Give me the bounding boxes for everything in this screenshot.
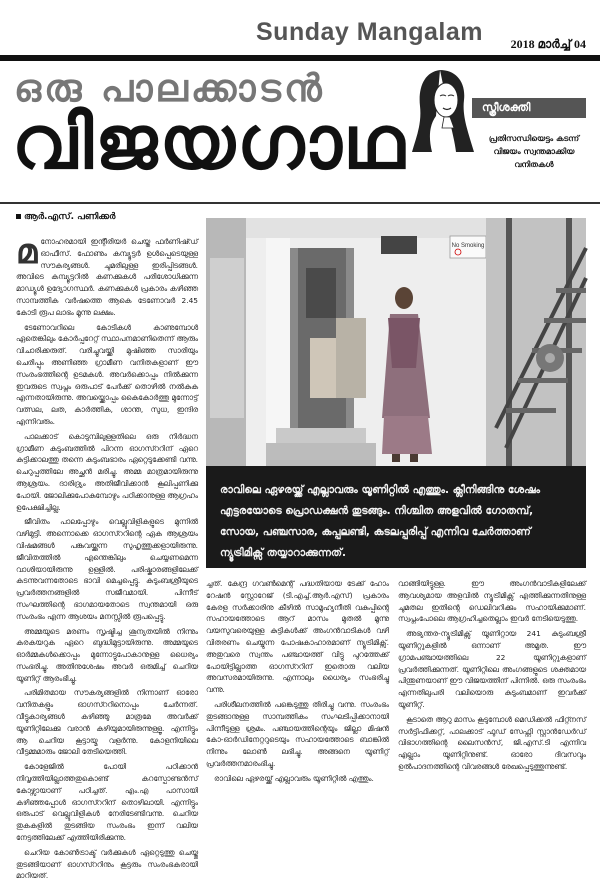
body-paragraph: പരിമിതമായ സൗകര്യങ്ങളിൽ നിന്നാണ് ഓരോ വനിതകളും ഓഗസ്ററിനൊപ്പം ചേർന്നത്. വീട്ടുകാര്യങ്ങൾ കഴിഞ്ഞു മാത്രമേ അവർക്ക് യൂണിറ്റിലേക്കു വരാൻ കഴിയുമായിരുന്നുള്ളൂ. എന്നിട്ടും ആ ചെറിയ കൂട്ടായ്മ വളർന്നു. കോളനിയിലെ വീട്ടമ്മമാരും ജോലി തേടിയെത്തി. — [16, 688, 198, 757]
body-column-1 — [16, 232, 198, 881]
body-paragraph-text: നോഹരമായി ഇന്റീരിയർ ചെയ്ത ഫർണിഷ്ഡ് ഓഫീസ്. ഫോണും കമ്പ്യൂട്ടർ ഉൾപ്പെടെയുള്ള സൗകര്യങ്ങൾ. ചുമരിലുള്ള ഇരിപ്പിടങ്ങൾ. അവിടെ കമ്പ്യൂട്ടറിൽ കണക്കുകൾ പരിശോധിക്കുന്ന മാഡ്യൂൾ ഉദ്യോഗസ്ഥർ. കണക്കുകൾ പ്രകാരം കഴിഞ്ഞ സാമ്പത്തിക വർഷത്തെ ആകെ ടേണോവർ 2.45 കോടി രൂപ ലാഭം മൂന്നു ലക്ഷം. — [16, 237, 198, 317]
body-paragraph: ജീവിതം പാലപ്പോഴും വെല്ലുവിളികളുടെ മുന്നിൽ വഴിമുട്ടി. അന്നൊക്കെ ഓഗസ്ററിന്റെ ഏക ആശ്രയം വിഷമങ്ങൾ പങ്കുവയ്ക്കുന്ന സുഹൃത്തുക്കളായിരുന്നു. ജീവിതത്തിൽ എന്തെങ്കിലും ചെയ്യണമെന്ന വാശിയായിരുന്നു ഉള്ളിൽ. പരിഷ്കാരങ്ങളിലേക്ക് കടന്നുവന്നതോടെ ഭാവി മെച്ചപ്പെട്ടു. കുടുംബശ്രീയുടെ പ്രവർത്തനങ്ങളിൽ സജീവമായി. പിന്നീട് സംഘത്തിന്റെ ഭാഗമായതോടെ സ്വന്തമായി ഒരു സംരംഭം എന്ന ആശയം മനസ്സിൽ രൂപപ്പെട്ടു. — [16, 517, 198, 621]
byline-bullet — [16, 214, 21, 219]
column-tag: സ്ത്രീശക്തി — [472, 98, 586, 118]
body-paragraph: കോളേജിൽ പോയി പഠിക്കാൻ നിവൃത്തിയില്ലാത്തതുകൊണ്ട് കറസ്പോണ്ടൻസ് കോഴ്സായാണ് പഠിച്ചത്. എം.എ പാസായി കഴിഞ്ഞപ്പോൾ ഓഗസ്ററിന് തൊഴിലായി. എന്നിട്ടും ഒരുപാട് വെല്ലുവിളികൾ നേരിടേണ്ടിവന്നു. ചെറിയ തുകകളിൽ തുടങ്ങിയ സംരംഭം ഇന്ന് വലിയ നേട്ടത്തിലേക്ക് എത്തിയിരിക്കുന്നു. — [16, 762, 198, 843]
body-column-2 — [206, 578, 389, 796]
header-rule — [0, 202, 600, 204]
body-paragraph: അമ്മയുടെ മരണം സൃഷ്ടിച്ച ശൂന്യതയിൽ നിന്നും കരകയറുക ഏറെ ബുദ്ധിമുട്ടായിരുന്നു. അമ്മയുടെ ഓർമ്മകൾക്കൊപ്പം മുന്നോട്ടുപോകാനുള്ള ധൈര്യം സംഭരിച്ചു. അതിനുശേഷം അവർ ഒരുമിച്ച് ചെറിയ യൂണിറ്റ് ആരംഭിച്ചു. — [16, 626, 198, 683]
headline: വിജയഗാഥ — [12, 100, 407, 186]
body-paragraph: രാവിലെ ഏഴരയ്ക്ക് എല്ലാവരും യൂണിറ്റിൽ എത്തും. — [214, 773, 374, 783]
publication-title: Sunday Mangalam — [256, 18, 483, 46]
body-paragraph: പരിശീലനത്തിൽ പങ്കെടുത്തു തിരിച്ചു വന്നു. സംരംഭം തുടങ്ങാനുള്ള സാമ്പത്തികം സംഘടിപ്പിക്കാനായി പിന്നീടുള്ള ശ്രമം. പഞ്ചായത്തിന്റെയും ജില്ലാ മിഷൻ കോ-ഓർഡിനേറ്ററുടെയും സഹായത്തോടെ ബാങ്കിൽ നിന്നും ലോൺ ലഭിച്ചു. അങ്ങനെ യൂണിറ്റ് പ്രവർത്തനമാരംഭിച്ചു. — [206, 699, 389, 768]
body-paragraph: അഭ്യന്തര-ന്യൂട്രിമിക്സ് യൂണിറ്റായ 241 കുടുംബശ്രീ യൂണിറ്റുകളിൽ ഒന്നാണ് അമൃത. ഈ ഗ്രാമപഞ്ചായത്തിലെ 22 യൂണിറ്റുകളാണ് പ്രവർത്തിക്കുന്നത്. യൂണിറ്റിലെ അംഗങ്ങളുടെ ശക്തമായ പിന്തുണയാണ് ഈ വിജയത്തിന് പിന്നിൽ. ഒരു സംരംഭം എന്നതിലുപരി വലിയൊരു കുടുംബമാണ് ഇവർക്ക് യൂണിറ്റ്. — [398, 629, 586, 709]
column-tag-caption: പ്രതിസന്ധിയെട്ടം കടന്ന് വിജയം സ്വന്തമാക്കിയ വനിതകൾ — [488, 134, 580, 169]
body-column-3 — [398, 578, 586, 796]
byline-author: ആർ.എസ്. പണിക്കർ — [24, 212, 116, 222]
headline-kicker: ഒരു പാലക്കാടൻ — [14, 66, 325, 110]
photo-caption: രാവിലെ ഏഴരയ്ക്ക് എല്ലാവരും യൂണിറ്റിൽ എത്തും. ക്ലീനിങ്ങിനു ശേഷം എട്ടരയോടെ പ്രൊഡക്ഷൻ തുടങ്ങും. നിശ്ചിത അളവിൽ ഗോതമ്പ്, സോയ, പഞ്ചസാര, കപ്പലണ്ടി, കടലപ്പരിപ്പ് എന്നിവ ചേർത്താണ് ന്യൂട്രിമിക്സ് തയ്യാറാക്കുന്നത്. — [206, 466, 586, 568]
article-photo — [206, 218, 586, 466]
body-paragraph: ടേണോവറിലെ കോടികൾ കാണുമ്പോൾ ഏതെങ്കിലും കോർപ്പറേറ്റ് സ്ഥാപനമാണിതെന്ന് ആരും വിചാരിക്കരുത്. വരിച്ചുവയ്ക്കി മുഷിഞ്ഞ സാരിയും ചെരിപ്പും അണിഞ്ഞ ഗ്രാമീണ വനിതകളാണ് ഈ സംരംഭത്തിന്റെ ഉടമകൾ. അവർക്കൊപ്പം നിൽക്കുന്ന ഇവരുടെ സ്വപ്നം ഒരുപാട് പേർക്ക് തൊഴിൽ നൽകുക എന്നതായിരുന്നു. അവയ്ക്കൊപ്പം കൈകോർത്തു മുന്നോട്ട് വത്സല, ലത, കാർത്തിക, ശാന്ത, സുധ, ഇന്ദിര എന്നിവരും. — [16, 322, 198, 426]
body-paragraph: ചെറിയ കോൺട്രാക്ട് വർക്കുകൾ ഏറ്റെടുത്തു ചെയ്തു തുടങ്ങിയാണ് ഓഗസ്ററിനും കൂട്ടരും സംരംഭകരായി മാറിയത്. — [16, 847, 198, 881]
body-paragraph — [16, 232, 198, 319]
woman-portrait-illustration — [410, 66, 480, 156]
issue-date: 2018 മാർച്ച് 04 — [510, 37, 586, 51]
body-paragraph: കൂടാതെ ആറു മാസം കൂടുമ്പോൾ മെഡിക്കൽ ഫിറ്റ്നസ് സർട്ടിഫിക്കറ്റ്, പാലക്കാട് ഫുഡ് സേഫ്റ്റി സ്റ്റാൻഡേർഡ് വിഭാഗത്തിന്റെ ലൈസൻസ്, ജി.എസ്.ടി എന്നിവ എല്ലാം യൂണിറ്റിനുണ്ട്. ഓരോ ദിവസവും ഉൽപാദനത്തിന്റെ വിവരങ്ങൾ രേഖപ്പെടുത്തുന്നുണ്ട്. — [398, 714, 586, 771]
body-paragraph: വാങ്ങിയിട്ടുള്ള. ഈ അംഗൻവാടികളിലേക്ക് ആവശ്യമായ അളവിൽ ന്യൂട്രിമിക്സ് എത്തിക്കുന്നതിനുള്ള ചുമതല ഇതിന്റെ ഡെലിവറിക്കും സഹായിക്കുമാണ്. സ്വപ്നംപോലെ ആഗ്രഹിച്ചതെല്ലാം ഇവർ നേടിയെടുത്തു. — [398, 579, 586, 624]
drop-cap: മ — [16, 232, 38, 272]
body-paragraph: പാലക്കാട് കൊടുമ്പിലുള്ളതിലെ ഒരു നിർദ്ധന ഗ്രാമീണ കുടുംബത്തിൽ പിറന്ന ഓഗസ്ററിന് ഏറെ കുട്ടിക്കാലത്തു തന്നെ കുടുംബഭാരം ഏറ്റെടുക്കേണ്ടി വന്നു. ചെറുപ്പത്തിലേ അച്ഛൻ മരിച്ചു. അമ്മ മാത്രമായിരുന്നു ആശ്രയം. ദാരിദ്ര്യം അതിജീവിക്കാൻ കൂലിപ്പണിക്കു പോയി. ജോലിക്കുപോകുമ്പോഴും പഠിക്കാനുള്ള ആഗ്രഹം ഉപേക്ഷിച്ചില്ല. — [16, 431, 198, 512]
body-paragraph: ച്ചത്. കേന്ദ്ര ഗവൺമെന്റ് പദ്ധതിയായ ടേക്ക് ഹോം റേഷൻ സ്റ്റോറേജ് (ടി.എച്ച്.ആർ.എസ്) പ്രകാരം കേരള സർക്കാരിനു കീഴിൽ സാമൂഹ്യനീതി വകുപ്പിന്റെ സഹായത്തോടെ ആറ് മാസം മുതൽ മൂന്നു വയസുവരെയുള്ള കുട്ടികൾക്ക് അംഗൻവാടികൾ വഴി വിതരണം ചെയ്യുന്ന പോഷകാഹാരമാണ് ന്യൂട്രിമിക്സ്. അതുവരെ സ്വന്തം പഞ്ചായത്ത് വിട്ടു പുറത്തേക്ക് പോയിട്ടില്ലാത്ത ഓഗസ്ററിന് ഇതൊരു വലിയ അവസരമായിരുന്നു. എന്നാലും ധൈര്യം സംഭരിച്ചു വന്നു. — [206, 579, 389, 695]
byline — [16, 212, 115, 222]
masthead-rule — [0, 55, 600, 61]
no-smoking-sign: No Smoking — [451, 243, 485, 249]
